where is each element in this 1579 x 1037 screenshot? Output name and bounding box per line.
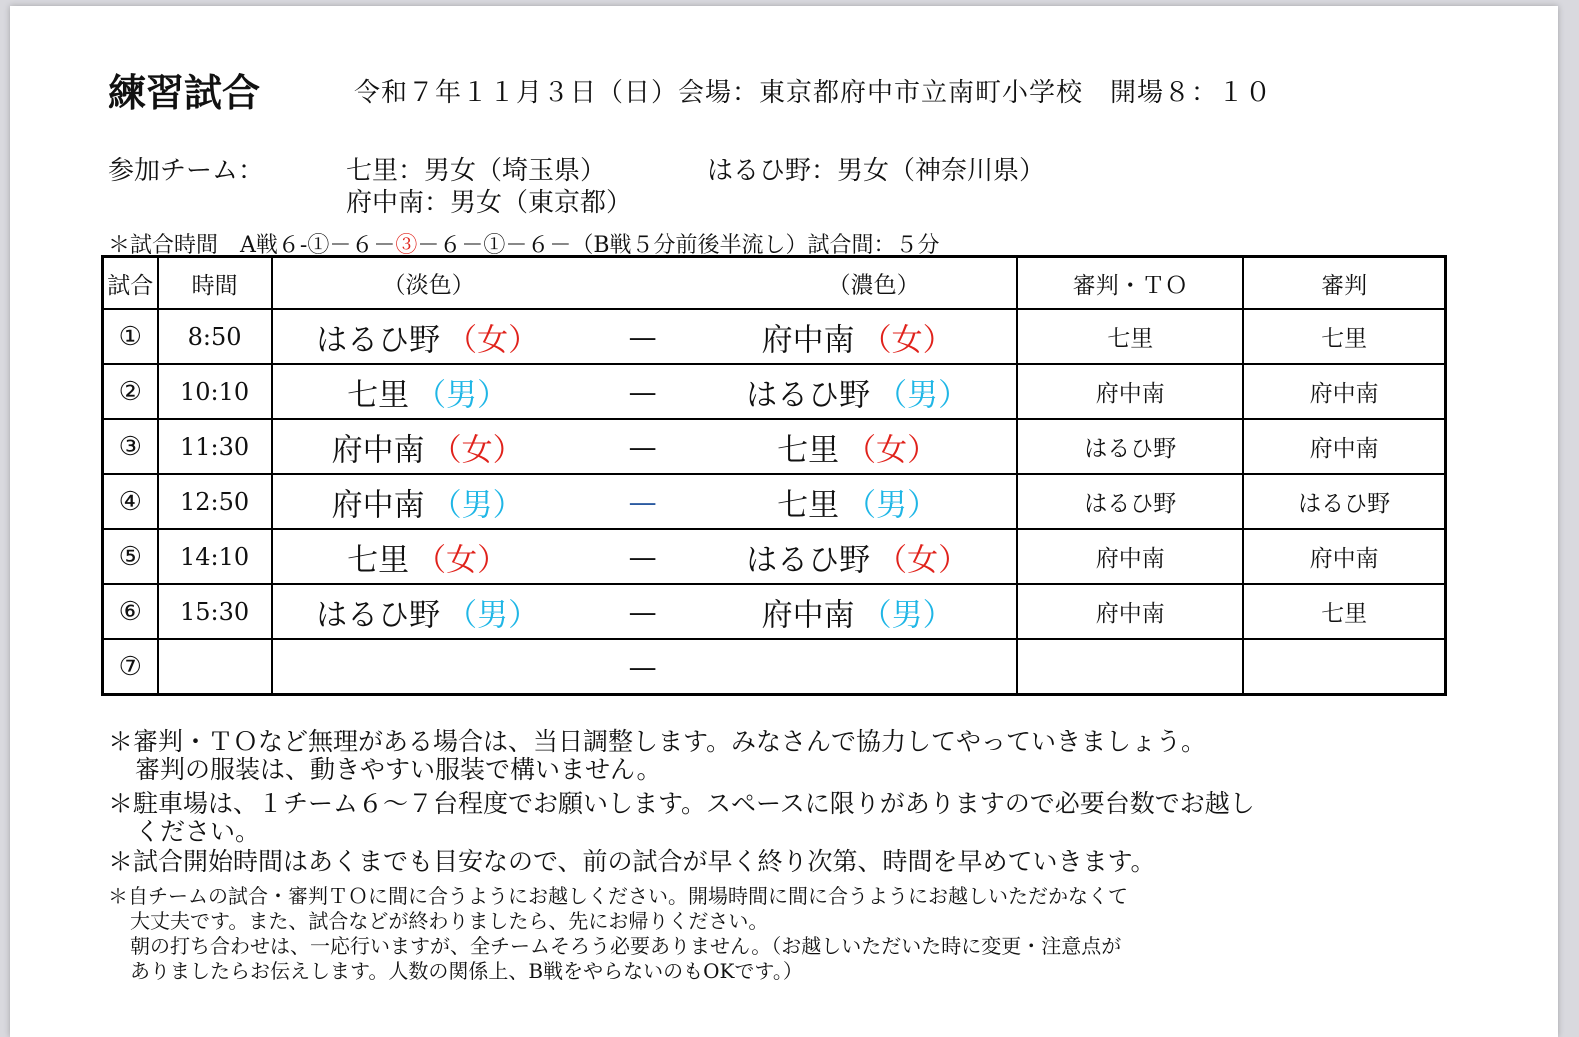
referee-team: はるひ野 bbox=[1243, 474, 1445, 529]
light-team-gender: （女） bbox=[415, 542, 509, 578]
matchup bbox=[272, 474, 1018, 529]
header-game: 試合 bbox=[103, 257, 158, 310]
dark-team-gender: （女） bbox=[845, 432, 939, 468]
light-team-name: はるひ野 bbox=[316, 322, 441, 358]
versus-dash: — bbox=[628, 650, 657, 683]
dark-team-gender: （男） bbox=[876, 377, 970, 413]
small-note-3: 朝の打ち合わせは、一応行いますが、全チームそろう必要ありません。（お越しいただいた時に変更・注意点が bbox=[130, 934, 1122, 958]
header-referee: 審判 bbox=[1243, 257, 1445, 310]
dark-team-gender: （男） bbox=[845, 487, 939, 523]
light-team bbox=[273, 314, 583, 359]
dark-team-name: はるひ野 bbox=[746, 542, 871, 578]
game-number: ⑤ bbox=[103, 529, 158, 584]
table-row bbox=[103, 529, 1446, 584]
table-header-row bbox=[103, 257, 1446, 310]
game-time-highlight: ③ bbox=[395, 233, 418, 258]
light-team-name: はるひ野 bbox=[316, 597, 441, 633]
light-team bbox=[273, 589, 583, 634]
dark-team bbox=[703, 534, 1013, 579]
dark-team-name: 七里 bbox=[777, 432, 840, 468]
header-match bbox=[272, 257, 1018, 310]
header-dark-color: （濃色） bbox=[827, 272, 920, 299]
light-team bbox=[273, 479, 583, 524]
dark-team-name: 七里 bbox=[777, 487, 840, 523]
referee-team: 府中南 bbox=[1243, 364, 1445, 419]
table-row bbox=[103, 584, 1446, 639]
dark-team-name: 府中南 bbox=[761, 322, 855, 358]
versus-dash: — bbox=[628, 595, 657, 628]
table-row bbox=[103, 474, 1446, 529]
dark-team bbox=[703, 424, 1013, 469]
dark-team bbox=[703, 369, 1013, 414]
matchup bbox=[272, 529, 1018, 584]
dark-team-gender: （女） bbox=[876, 542, 970, 578]
game-number: ⑦ bbox=[103, 639, 158, 695]
table-row bbox=[103, 309, 1446, 364]
event-info: 令和７年１１月３日（日）会場：東京都府中市立南町小学校 開場８：１０ bbox=[354, 78, 1273, 108]
table-row bbox=[103, 639, 1446, 695]
light-team bbox=[273, 424, 583, 469]
game-number: ⑥ bbox=[103, 584, 158, 639]
dark-team bbox=[703, 314, 1013, 359]
light-team-name: 七里 bbox=[347, 542, 410, 578]
page-title: 練習試合 bbox=[108, 70, 261, 115]
game-number: ③ bbox=[103, 419, 158, 474]
table-row bbox=[103, 364, 1446, 419]
note-parking-cont: ください。 bbox=[135, 817, 261, 846]
game-time bbox=[158, 639, 272, 695]
light-team-gender: （男） bbox=[430, 487, 524, 523]
small-note-2: 大丈夫です。また、試合などが終わりましたら、先にお帰りください。 bbox=[130, 909, 769, 933]
note-start-time: ＊試合開始時間はあくまでも目安なので、前の試合が早く終り次第、時間を早めていきます。 bbox=[108, 847, 1156, 876]
note-referee-cont: 審判の服装は、動きやすい服装で構いません。 bbox=[135, 755, 662, 784]
light-team bbox=[273, 369, 583, 414]
referee-team: 七里 bbox=[1243, 584, 1445, 639]
referee-to-team: 府中南 bbox=[1017, 529, 1243, 584]
game-time: 10:10 bbox=[158, 364, 272, 419]
light-team-name: 七里 bbox=[347, 377, 410, 413]
referee-to-team: はるひ野 bbox=[1017, 419, 1243, 474]
game-time: 11:30 bbox=[158, 419, 272, 474]
game-number: ④ bbox=[103, 474, 158, 529]
light-team bbox=[273, 534, 583, 579]
versus-dash: — bbox=[628, 430, 657, 463]
light-team-gender: （男） bbox=[446, 597, 540, 633]
game-time: 14:10 bbox=[158, 529, 272, 584]
dark-team bbox=[703, 479, 1013, 524]
light-team-gender: （女） bbox=[446, 322, 540, 358]
small-note-1: ＊自チームの試合・審判ＴＯに間に合うようにお越しください。開場時間に間に合うようにお越しいただかなくて bbox=[108, 884, 1128, 908]
header-referee-to: 審判・ＴＯ bbox=[1017, 257, 1243, 310]
header-light-color: （淡色） bbox=[382, 272, 475, 299]
game-number: ② bbox=[103, 364, 158, 419]
game-time-prefix: ＊試合時間 A戦６-①－６－ bbox=[108, 233, 396, 258]
light-team-name: 府中南 bbox=[331, 487, 425, 523]
referee-team: 府中南 bbox=[1243, 529, 1445, 584]
matchup bbox=[272, 419, 1018, 474]
dark-team-name: 府中南 bbox=[761, 597, 855, 633]
light-team-gender: （女） bbox=[430, 432, 524, 468]
header-time: 時間 bbox=[158, 257, 272, 310]
participants-label: 参加チーム： bbox=[108, 156, 265, 186]
dark-team-gender: （男） bbox=[860, 597, 954, 633]
game-time: 8:50 bbox=[158, 309, 272, 364]
document-page bbox=[10, 6, 1558, 1037]
referee-to-team: 府中南 bbox=[1017, 584, 1243, 639]
game-number: ① bbox=[103, 309, 158, 364]
referee-team bbox=[1243, 639, 1445, 695]
referee-to-team: はるひ野 bbox=[1017, 474, 1243, 529]
versus-dash: — bbox=[628, 320, 657, 353]
matchup bbox=[272, 309, 1018, 364]
light-team-gender: （男） bbox=[415, 377, 509, 413]
small-note-4: ありましたらお伝えします。人数の関係上、B戦をやらないのもOKです。） bbox=[130, 959, 803, 983]
dark-team-name: はるひ野 bbox=[746, 377, 871, 413]
versus-dash: — bbox=[628, 540, 657, 573]
schedule-table bbox=[101, 255, 1447, 696]
referee-to-team: 府中南 bbox=[1017, 364, 1243, 419]
table-row bbox=[103, 419, 1446, 474]
game-time: 15:30 bbox=[158, 584, 272, 639]
versus-dash: — bbox=[628, 375, 657, 408]
referee-team: 七里 bbox=[1243, 309, 1445, 364]
dark-team bbox=[703, 649, 1013, 685]
note-referee: ＊審判・ＴＯなど無理がある場合は、当日調整します。みなさんで協力してやっていきましょう。 bbox=[108, 727, 1207, 756]
game-time: 12:50 bbox=[158, 474, 272, 529]
dark-team bbox=[703, 589, 1013, 634]
referee-to-team: 七里 bbox=[1017, 309, 1243, 364]
note-parking: ＊駐車場は、１チーム６～７台程度でお願いします。スペースに限りがありますので必要台数でお越し bbox=[108, 789, 1255, 818]
referee-to-team bbox=[1017, 639, 1243, 695]
dark-team-gender: （女） bbox=[860, 322, 954, 358]
light-team-name: 府中南 bbox=[331, 432, 425, 468]
team-haruhino: はるひ野：男女（神奈川県） bbox=[707, 156, 1046, 186]
versus-dash: — bbox=[628, 485, 657, 518]
matchup bbox=[272, 584, 1018, 639]
team-nanasato: 七里：男女（埼玉県） bbox=[346, 156, 607, 186]
team-fuchuminami: 府中南：男女（東京都） bbox=[346, 188, 633, 218]
matchup bbox=[272, 639, 1018, 695]
referee-team: 府中南 bbox=[1243, 419, 1445, 474]
game-time-suffix: －６－①－６－（B戦５分前後半流し）試合間：５分 bbox=[417, 233, 940, 258]
matchup bbox=[272, 364, 1018, 419]
light-team bbox=[273, 649, 583, 685]
